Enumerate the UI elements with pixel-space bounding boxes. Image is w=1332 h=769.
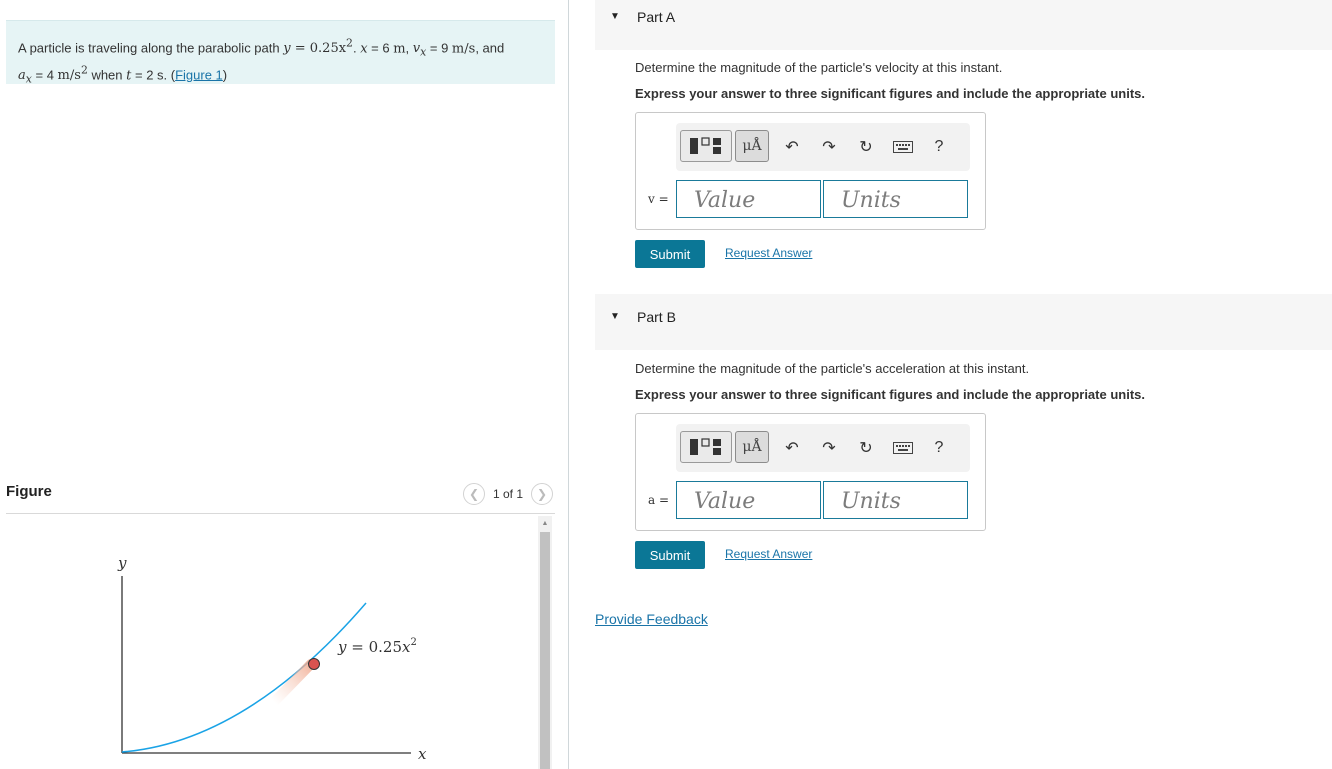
undo-icon[interactable]: ↶ xyxy=(785,139,799,156)
part-b-header[interactable] xyxy=(595,294,1332,350)
caret-down-icon[interactable]: ▼ xyxy=(610,311,620,322)
part-b-answer-box xyxy=(635,413,986,531)
part-b-request-answer-link[interactable]: Request Answer xyxy=(725,547,813,561)
keyboard-icon[interactable] xyxy=(891,436,915,460)
part-b-question: Determine the magnitude of the particle's acceleration at this instant. xyxy=(635,361,1030,376)
caret-down-icon[interactable]: ▼ xyxy=(610,11,620,22)
figure-title: Figure xyxy=(6,483,52,500)
parabola-curve xyxy=(122,603,366,752)
problem-statement: A particle is traveling along the parabolic path $y = 0.25x^2$. x = 6 m, $v_x = 9$ m/s, and $a_x = 4$ $m/s^2$ when t = 2 s. (Figure 1) xyxy=(6,20,555,84)
part-b-instruction: Express your answer to three significant figures and include the appropriate units. xyxy=(635,387,1145,402)
chevron-right-icon[interactable]: ❯ xyxy=(531,483,553,505)
chevron-left-icon[interactable]: ❮ xyxy=(463,483,485,505)
part-a-submit-button[interactable]: Submit xyxy=(635,240,705,268)
provide-feedback-link[interactable]: Provide Feedback xyxy=(595,611,708,627)
part-a-request-answer-link[interactable]: Request Answer xyxy=(725,246,813,260)
part-a-units-input[interactable]: Units xyxy=(823,180,968,218)
t-value: = 2 s. ( xyxy=(131,67,176,83)
units-icon[interactable]: μÅ xyxy=(735,431,769,463)
redo-icon[interactable]: ↷ xyxy=(822,440,836,457)
vx-value: = 9 xyxy=(426,40,452,56)
part-b-variable-label: a = xyxy=(648,493,670,507)
y-axis-label: y xyxy=(118,554,127,572)
t-symbol: t xyxy=(126,68,132,84)
path-equation: $y = 0.25x^2$ xyxy=(283,37,353,57)
parabola-figure xyxy=(6,516,536,769)
motion-trail xyxy=(274,664,311,702)
part-b-submit-button[interactable]: Submit xyxy=(635,541,705,569)
scroll-thumb[interactable] xyxy=(540,532,550,769)
curve-equation-label: $y = 0.25x^2$ xyxy=(338,637,417,656)
particle xyxy=(309,659,320,670)
problem-intro: A particle is traveling along the parabolic path xyxy=(18,40,280,56)
part-a-value-input[interactable]: Value xyxy=(676,180,821,218)
x-unit: m xyxy=(393,41,406,57)
keyboard-icon[interactable] xyxy=(891,135,915,159)
part-a-question: Determine the magnitude of the particle's velocity at this instant. xyxy=(635,60,1003,75)
figure-header xyxy=(6,480,555,514)
part-b-toolbar xyxy=(676,424,970,472)
figure-pager xyxy=(463,483,553,505)
part-a-title: Part A xyxy=(637,9,676,25)
part-a-answer-box xyxy=(635,112,986,230)
figure-canvas xyxy=(6,516,536,769)
reset-icon[interactable]: ↻ xyxy=(859,139,873,156)
part-b-value-input[interactable]: Value xyxy=(676,481,821,519)
ax-unit: $m/s^2$ xyxy=(57,63,88,84)
pane-divider xyxy=(568,0,569,769)
reset-icon[interactable]: ↻ xyxy=(859,440,873,457)
x-axis-label: x xyxy=(418,745,427,763)
help-icon[interactable]: ? xyxy=(934,439,944,456)
ax-value: = 4 xyxy=(31,67,58,83)
ax-symbol: $a_x$ xyxy=(18,68,32,86)
templates-icon[interactable] xyxy=(680,130,732,162)
vx-unit: m/s xyxy=(451,41,476,57)
part-a-header[interactable] xyxy=(595,0,1332,50)
units-icon[interactable]: μÅ xyxy=(735,130,769,162)
x-value: = 6 xyxy=(367,40,394,56)
figure-scrollbar[interactable] xyxy=(538,516,552,769)
part-b-title: Part B xyxy=(637,309,676,325)
help-icon[interactable]: ? xyxy=(934,138,944,155)
part-a-toolbar xyxy=(676,123,970,171)
redo-icon[interactable]: ↷ xyxy=(822,139,836,156)
undo-icon[interactable]: ↶ xyxy=(785,440,799,457)
part-a-variable-label: v = xyxy=(648,192,669,206)
templates-icon[interactable] xyxy=(680,431,732,463)
figure-link[interactable]: Figure 1 xyxy=(175,67,223,83)
x-symbol: x xyxy=(360,41,368,57)
part-b-units-input[interactable]: Units xyxy=(823,481,968,519)
part-a-instruction: Express your answer to three significant figures and include the appropriate units. xyxy=(635,86,1145,101)
pager-text: 1 of 1 xyxy=(492,487,523,501)
vx-symbol: $v_x$ xyxy=(412,41,427,59)
scroll-up-arrow-icon[interactable]: ▲ xyxy=(541,519,549,527)
